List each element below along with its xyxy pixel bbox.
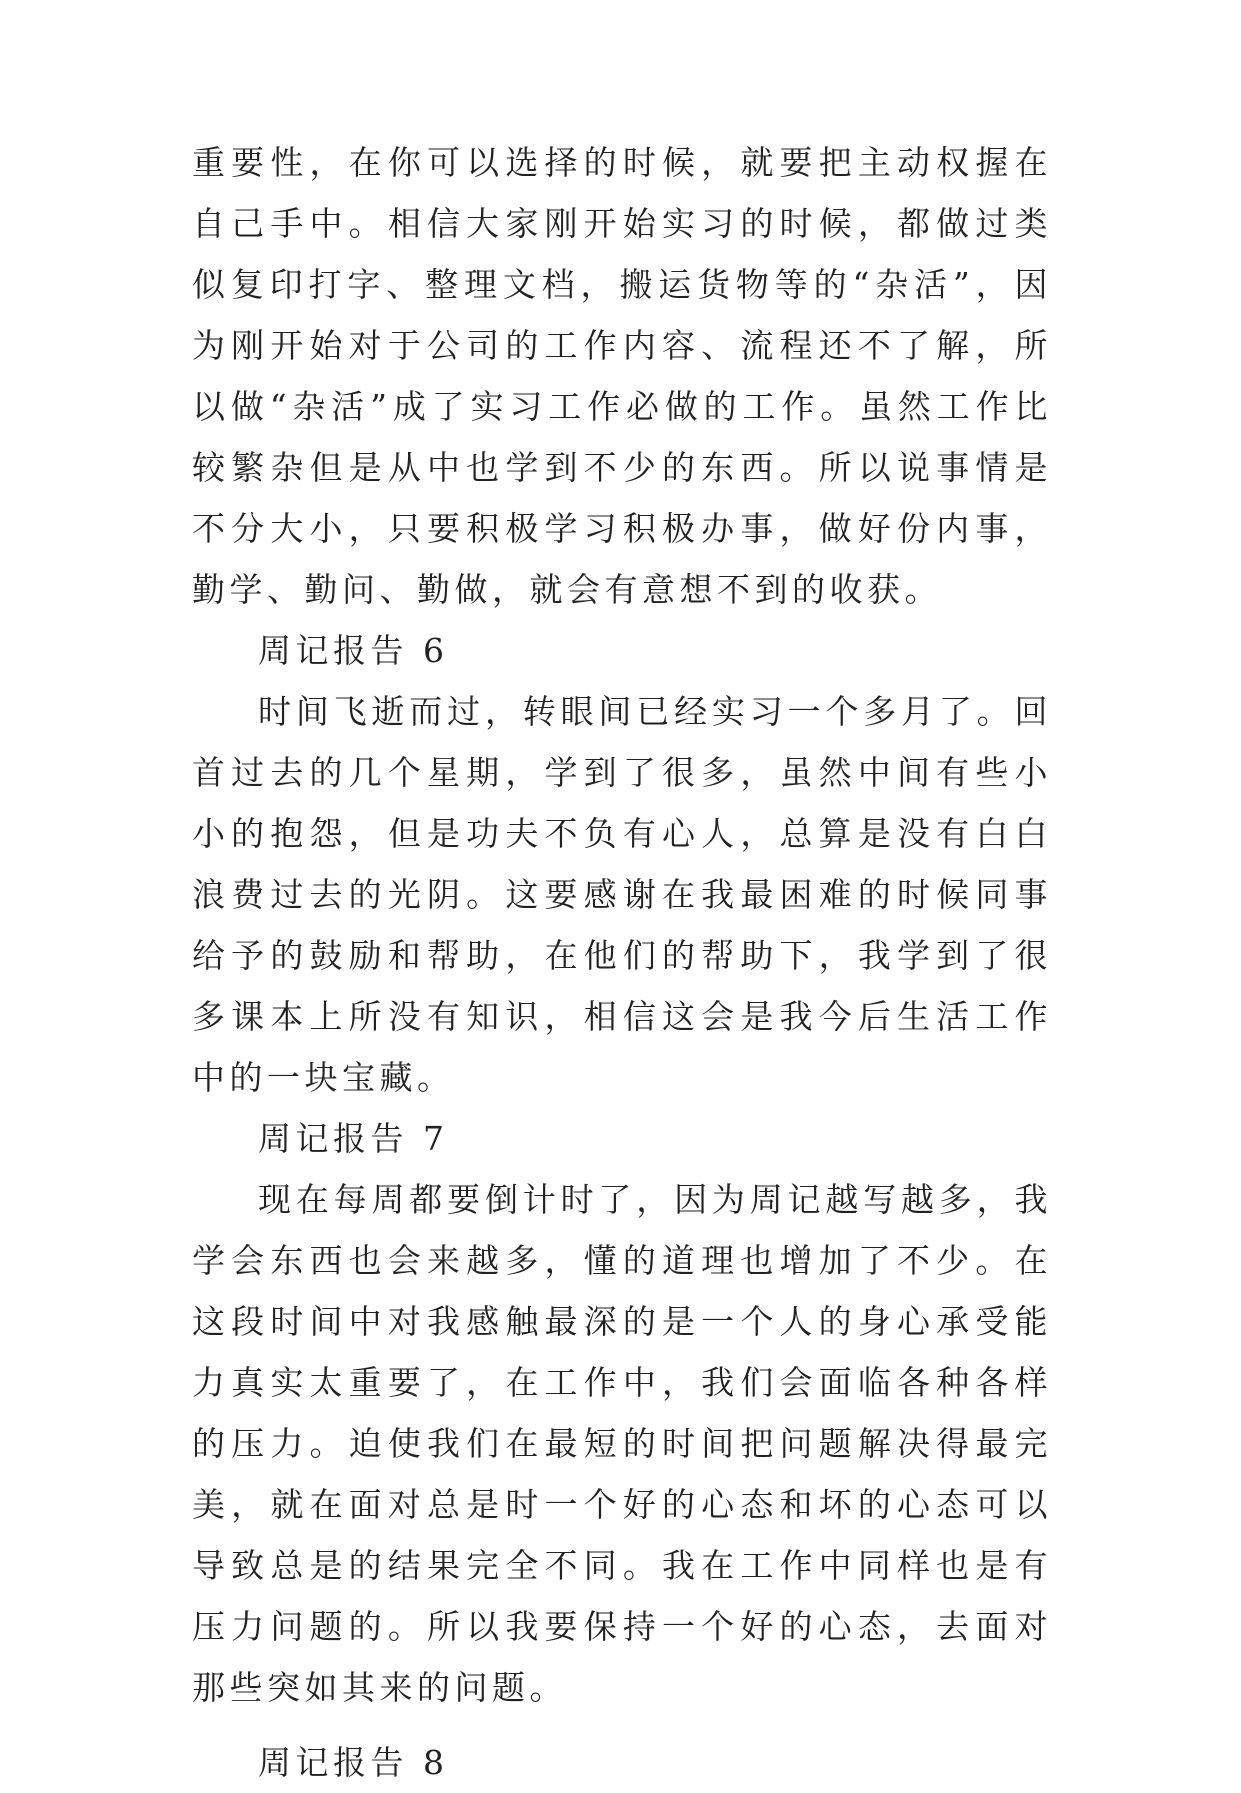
section-heading-7: 周记报告 7 <box>258 1119 449 1158</box>
paragraph-week-6: 时间飞逝而过，转眼间已经实习一个多月了。回首过去的几个星期，学到了很多，虽然中间有些小小的抱怨，但是功夫不负有心人，总算是没有白白浪费过去的光阴。这要感谢在我最困难的时候同事给予的鼓励和帮助，在他们的帮助下，我学到了很多课本上所没有知识，相信这会是我今后生活工作中的一块宝藏。 <box>192 692 1052 1097</box>
document-body <box>192 132 1052 1793</box>
paragraph-week-7: 现在每周都要倒计时了，因为周记越写越多，我学会东西也会来越多，懂的道理也增加了不少。在这段时间中对我感触最深的是一个人的身心承受能力真实太重要了，在工作中，我们会面临各种各样的压力。迫使我们在最短的时间把问题解决得最完美，就在面对总是时一个好的心态和坏的心态可以导致总是的结果完全不同。我在工作中同样也是有压力问题的。所以我要保持一个好的心态，去面对那些突如其来的问题。 <box>192 1180 1052 1707</box>
section-heading-8: 周记报告 8 <box>258 1743 449 1782</box>
paragraph-continuation: 重要性，在你可以选择的时候，就要把主动权握在自己手中。相信大家刚开始实习的时候，都做过类似复印打字、整理文档，搬运货物等的“杂活”，因为刚开始对于公司的工作内容、流程还不了解，所以做“杂活”成了实习工作必做的工作。虽然工作比较繁杂但是从中也学到不少的东西。所以说事情是不分大小，只要积极学习积极办事，做好份内事，勤学、勤问、勤做，就会有意想不到的收获。 <box>192 143 1052 609</box>
section-heading-6: 周记报告 6 <box>258 631 449 670</box>
